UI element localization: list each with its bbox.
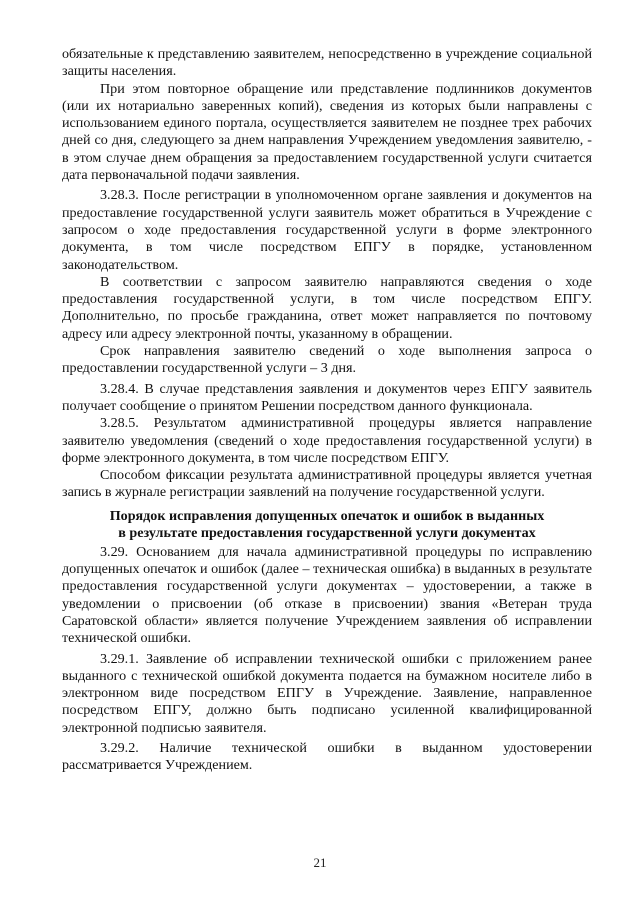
document-page <box>62 46 592 775</box>
section-heading <box>62 508 592 542</box>
page-number: 21 <box>313 855 327 870</box>
paragraph: 3.29.1. Заявление об исправлении технической ошибки с приложением ранее выданного с технической ошибкой документа подается на бумажном носителе либо в электронном виде посредством ЕПГУ в Учреждение. Заявление, направленное посредством ЕПГУ, должно быть подписано усиленной квалифицированной электронной подписью заявителя. <box>62 650 592 736</box>
paragraph: Способом фиксации результата административной процедуры является учетная запись в журнале регистрации заявлений на получение государственной услуги. <box>62 467 592 501</box>
paragraph: При этом повторное обращение или представление подлинников документов (или их нотариально заверенных копий), сведения из которых были направлены с использованием единого портала, осуществляется заявителем не позднее трех рабочих дней со дня, следующего за днем направления Учреждением уведомления заявителю, - в этом случае днем обращения за предоставлением государственной услуги считается дата первоначальной подачи заявления. <box>62 80 592 184</box>
paragraph: обязательные к представлению заявителем, непосредственно в учреждение социальной защиты населения. <box>62 46 592 80</box>
paragraph: 3.29.2. Наличие технической ошибки в выданном удостоверении рассматривается Учреждением. <box>62 739 592 774</box>
section-heading-line: в результате предоставления государственной услуги документах <box>118 524 536 541</box>
paragraph: Срок направления заявителю сведений о ходе выполнения запроса о предоставлении государственной услуги – 3 дня. <box>62 343 592 377</box>
paragraph: 3.29. Основанием для начала административной процедуры по исправлению допущенных опечаток и ошибок (далее – техническая ошибка) в выданных в результате предоставления государственной услуги документах – удостоверении, а также в уведомлении о присвоении (об отказе в присвоении) звания «Ветеран труда Саратовской области» является получение Учреждением заявления об исправлении технической ошибки. <box>62 543 592 647</box>
paragraph: 3.28.4. В случае представления заявления и документов через ЕПГУ заявитель получает сообщение о принятом Решении посредством данного функционала. <box>62 380 592 414</box>
paragraph: В соответствии с запросом заявителю направляются сведения о ходе предоставления государственной услуги, в том числе посредством ЕПГУ. Дополнительно, по просьбе гражданина, ответ может направляется по почтовому адресу или адресу электронной почты, указанному в обращении. <box>62 273 592 342</box>
section-heading-line: Порядок исправления допущенных опечаток и ошибок в выданных <box>109 507 545 524</box>
paragraph: 3.28.3. После регистрации в уполномоченном органе заявления и документов на предоставление государственной услуги заявитель может обратиться в Учреждение с запросом о ходе предоставления государственной услуги в форме электронного документа, в том числе посредством ЕПГУ в порядке, установленном законодательством. <box>62 187 592 273</box>
paragraph: 3.28.5. Результатом административной процедуры является направление заявителю уведомления (сведений о ходе предоставления государственной услуги) в форме электронного документа, в том числе посредством ЕПГУ. <box>62 415 592 466</box>
